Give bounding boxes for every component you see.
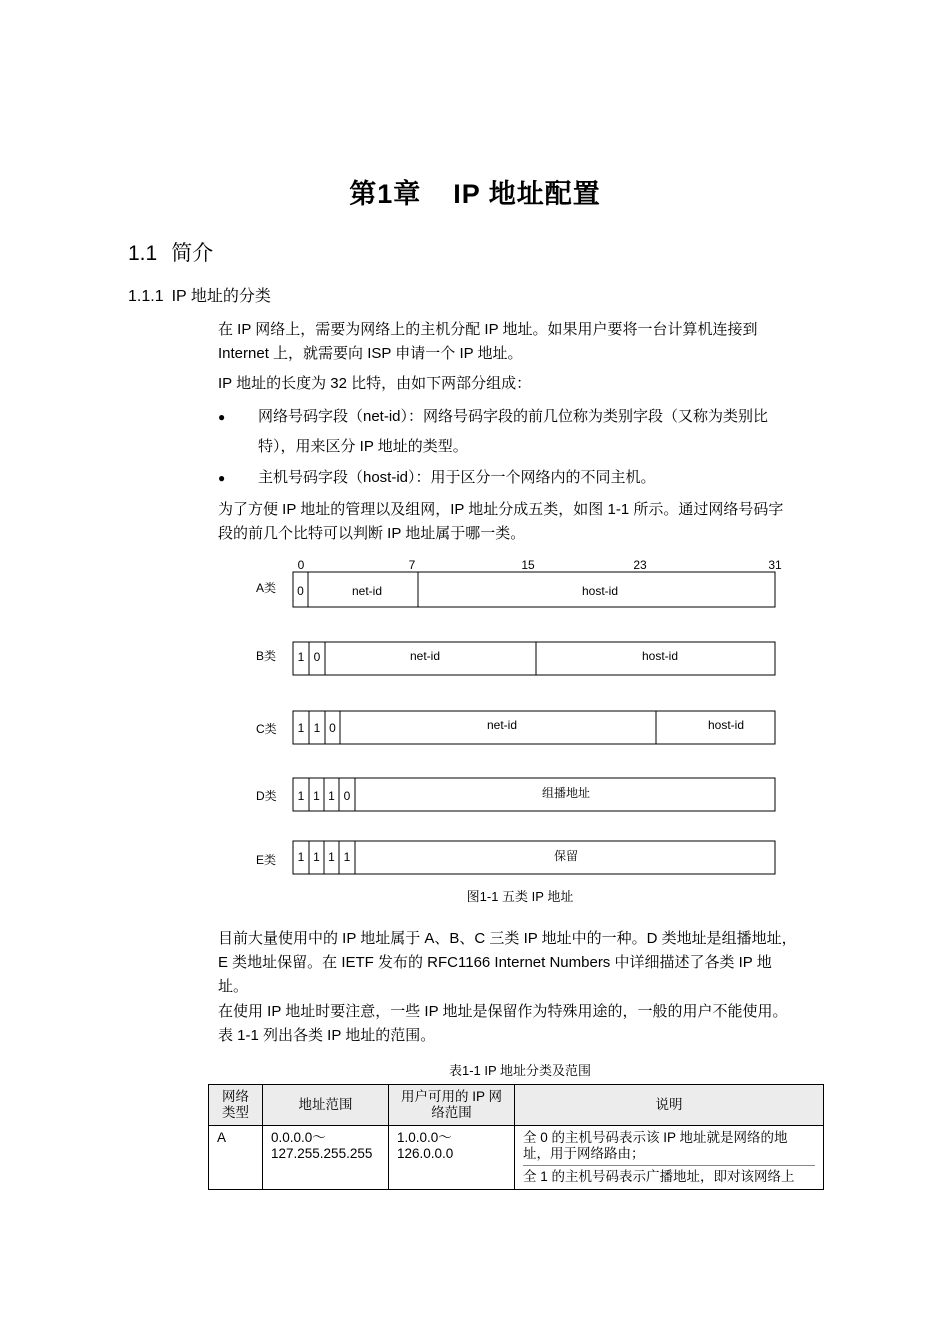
cell-line: 127.255.255.255 — [271, 1146, 373, 1161]
field-net-id: net-id — [409, 649, 441, 663]
paragraph-usage — [218, 927, 836, 999]
class-bit: 1 — [313, 850, 320, 864]
header-line: 网络 — [222, 1089, 249, 1104]
field-net-id: net-id — [486, 718, 518, 732]
class-bit: 0 — [329, 721, 336, 735]
class-bit: 1 — [328, 789, 335, 803]
class-b-row — [256, 642, 775, 675]
chapter-number: 第1章 — [349, 179, 422, 209]
header-type — [209, 1085, 263, 1126]
section-heading — [128, 237, 213, 267]
class-a-row — [256, 572, 775, 607]
bullet-dot: ● — [218, 410, 226, 424]
class-bit: 1 — [297, 721, 305, 735]
bullet-host-id — [218, 463, 836, 493]
bit-tick: 31 — [768, 558, 782, 572]
figure-caption: 图1-1 五类 IP 地址 — [466, 889, 574, 904]
field-host-id: host-id — [581, 584, 619, 598]
paragraph-length: IP 地址的长度为 32 比特，由如下两部分组成： — [218, 375, 532, 392]
subsection-number: 1.1.1 — [128, 288, 164, 305]
subsection-title: IP 地址的分类 — [171, 288, 271, 305]
field-multicast: 组播地址 — [541, 786, 591, 800]
class-c-row — [256, 711, 775, 744]
class-e-row — [256, 841, 775, 874]
class-bit: 1 — [328, 850, 335, 864]
chapter-title — [0, 172, 950, 211]
cell-line: 址，用于网络路由； — [523, 1146, 645, 1161]
cell-note — [515, 1126, 824, 1190]
bit-tick: 0 — [297, 558, 305, 572]
paragraph-line: 表 1-1 列出各类 IP 地址的范围。 — [218, 1027, 436, 1044]
cell-usable — [389, 1126, 515, 1190]
paragraph-line: 目前大量使用中的 IP 地址属于 A、B、C 三类 IP 地址中的一种。D 类地址是组播地址， — [218, 930, 797, 947]
paragraph-line: Internet 上，就需要向 ISP 申请一个 IP 地址。 — [218, 345, 523, 362]
field-net-id: net-id — [351, 584, 383, 598]
header-line: 络范围 — [431, 1105, 472, 1120]
paragraph-line: 址。 — [218, 978, 249, 995]
cell-line: 126.0.0.0 — [397, 1146, 454, 1161]
class-bit: 1 — [313, 789, 320, 803]
field-reserved: 保留 — [553, 849, 579, 863]
paragraph-line: 为了方便 IP 地址的管理以及组网，IP 地址分成五类，如图 1-1 所示。通过网络号码字 — [218, 501, 784, 518]
cell-line: 1.0.0.0～ — [397, 1130, 452, 1145]
class-bit: 0 — [313, 650, 321, 664]
ip-range-table — [208, 1084, 824, 1190]
field-host-id: host-id — [641, 649, 679, 663]
cell-line: 全 0 的主机号码表示该 IP 地址就是网络的地 — [523, 1130, 788, 1145]
bullet-line: 特），用来区分 IP 地址的类型。 — [258, 438, 468, 455]
class-bit: 1 — [297, 850, 305, 864]
paragraph-line: E 类地址保留。在 IETF 发布的 RFC1166 Internet Numbers 中详细描述了各类 IP 地 — [218, 954, 772, 971]
table-row — [209, 1126, 824, 1190]
field-host-id: host-id — [707, 718, 745, 732]
class-label: A类 — [256, 581, 277, 595]
bit-tick: 23 — [633, 558, 647, 572]
table-header-row — [209, 1085, 824, 1126]
ip-class-diagram — [240, 550, 800, 880]
class-d-row — [256, 778, 775, 811]
paragraph-intro — [218, 318, 836, 366]
class-label: E类 — [256, 853, 277, 867]
class-bit: 1 — [313, 721, 321, 735]
class-bit: 1 — [343, 850, 351, 864]
cell-line: 全 1 的主机号码表示广播地址，即对该网络上 — [523, 1165, 815, 1185]
cell-type: A — [209, 1126, 263, 1190]
class-bit: 1 — [297, 789, 305, 803]
header-range: 地址范围 — [263, 1085, 389, 1126]
class-bit: 0 — [343, 789, 351, 803]
bullet-dot: ● — [218, 471, 226, 485]
class-bit: 1 — [297, 650, 305, 664]
class-label: D类 — [256, 789, 277, 803]
class-bit: 0 — [297, 584, 304, 598]
cell-line: 0.0.0.0～ — [271, 1130, 326, 1145]
header-usable — [389, 1085, 515, 1126]
paragraph-line: 段的前几个比特可以判断 IP 地址属于哪一类。 — [218, 525, 526, 542]
bullet-line: 主机号码字段（host-id）：用于区分一个网络内的不同主机。 — [258, 469, 656, 486]
section-title: 简介 — [171, 242, 214, 265]
cell-range — [263, 1126, 389, 1190]
bit-tick: 15 — [521, 558, 535, 572]
section-number: 1.1 — [128, 242, 158, 265]
header-line: 用户可用的 IP 网 — [400, 1089, 502, 1104]
paragraph-line: 在 IP 网络上，需要为网络上的主机分配 IP 地址。如果用户要将一台计算机连接到 — [218, 321, 758, 338]
bit-tick: 7 — [408, 558, 416, 572]
header-note: 说明 — [515, 1085, 824, 1126]
header-line: 类型 — [222, 1105, 249, 1120]
paragraph-line: 在使用 IP 地址时要注意，一些 IP 地址是保留作为特殊用途的，一般的用户不能使用。 — [218, 1003, 788, 1020]
table-caption: 表1-1 IP 地址分类及范围 — [448, 1063, 592, 1078]
chapter-name: IP 地址配置 — [453, 179, 601, 209]
class-label: C类 — [256, 722, 277, 736]
class-label: B类 — [256, 649, 277, 663]
paragraph-reserved — [218, 1000, 836, 1048]
subsection-heading — [128, 283, 271, 306]
bullet-line: 网络号码字段（net-id）：网络号码字段的前几位称为类别字段（又称为类别比 — [258, 408, 769, 425]
paragraph-classes — [218, 498, 836, 546]
bullet-net-id — [218, 402, 836, 462]
